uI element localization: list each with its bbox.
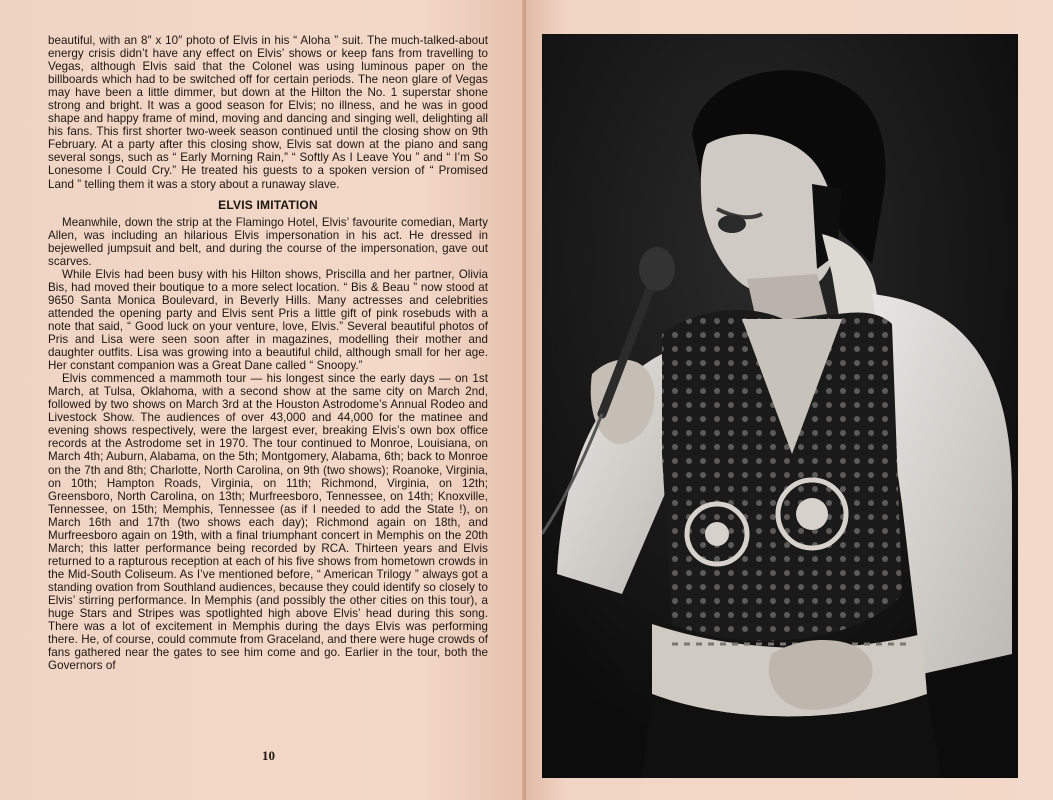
paragraph: While Elvis had been busy with his Hilton shows, Priscilla and her partner, Olivia Bis, had moved their boutique to a more select location. “ Bis & Beau ” now stood at 9650 Santa Monica Boulevard, in Beverly Hills. Many actresses and celebrities attended the opening party and Elvis sent Pris a little gift of pink rosebuds with a note that said, “ Good luck on your venture, love, Elvis.” Several beautiful photos of Pris and Lisa were seen soon after in magazines, modelling their mother and daughter outfits. Lisa was growing into a beautiful child, although small for her age. Her constant companion was a Great Dane called “ Snoopy.” xyxy=(48,267,488,373)
paragraph: Meanwhile, down the strip at the Flamingo Hotel, Elvis’ favourite comedian, Marty Allen, was including an hilarious Elvis impersonation in his act. He dressed in bejewelled jumpsuit and belt, and during the course of the impersonation, gave out scarves. xyxy=(48,215,488,268)
article-text xyxy=(48,34,488,672)
section-heading: ELVIS IMITATION xyxy=(218,197,318,212)
paragraph: beautiful, with an 8″ x 10″ photo of Elvis in his “ Aloha ” suit. The much-talked-about energy crisis didn’t have any effect on Elvis’ shows or keep fans from travelling to Vegas, although Elvis said that the Colonel was using luminous paper on the billboards which had to be switched off for certain periods. The neon glare of Vegas may have been a little dimmer, but down at the Hilton the No. 1 superstar shone strong and bright. It was a good season for Elvis; no illness, and he was in good shape and happy frame of mind, moving and dancing and singing well, delighting all his fans. This first shorter two-week season continued until the closing show on 9th February. At a party after this closing show, Elvis sat down at the piano and sang several songs, such as “ Early Morning Rain,” “ Softly As I Leave You ” and “ I’m So Lonesome I Could Cry.” He treated his guests to a spoken version of “ Promised Land ” telling them it was a story about a runaway slave. xyxy=(48,34,488,191)
page-number: 10 xyxy=(262,748,275,763)
paragraph: Elvis commenced a mammoth tour — his longest since the early days — on 1st March, at Tulsa, Oklahoma, with a second show at the same city on March 2nd, followed by two shows on March 3rd at the Houston Astrodome’s Annual Rodeo and Livestock Show. The audiences of over 43,000 and 44,000 for the matinee and evening shows respectively, were the largest ever, breaking Elvis’s own box office records at the Astrodome set in 1970. The tour continued to Monroe, Louisiana, on March 4th; Auburn, Alabama, on the 5th; Montgomery, Alabama, 6th; back to Monroe on the 7th and 8th; Charlotte, North Carolina, on 9th (two shows); Roanoke, Virginia, on 10th; Hampton Roads, Virginia, on 11th; Richmond, Virginia, on 12th; Greensboro, North Carolina, on 13th; Murfreesboro, Tennessee, on 14th; Knoxville, Tennessee, on 15th; Memphis, Tennessee (as if I needed to add the State !), on March 16th and 17th (two shows each day); Richmond again on 18th, and Murfreesboro again on 19th, with a final triumphant concert in Memphis on the 20th March; this latter performance being recorded by RCA. Thirteen years and Elvis returned to a rapturous reception at each of his five shows from hometown crowds in the Mid-South Coliseum. As I’ve mentioned before, “ American Trilogy ” always got a standing ovation from Southland audiences, because they could identify so closely to Elvis’ stirring performance. In Memphis (and possibly the other cities on this tour), a huge Stars and Stripes was spotlighted high above Elvis’ head during this song. There was a lot of excitement in Memphis during the days Elvis was performing there. He, of course, could commute from Graceland, and there were huge crowds of fans gathered near the gates to see him come and go. Earlier in the tour, both the Governors of xyxy=(48,372,488,673)
performer-photo xyxy=(542,34,1018,778)
performer-illustration xyxy=(542,34,1018,778)
right-page xyxy=(526,0,1053,800)
left-page xyxy=(0,0,524,800)
